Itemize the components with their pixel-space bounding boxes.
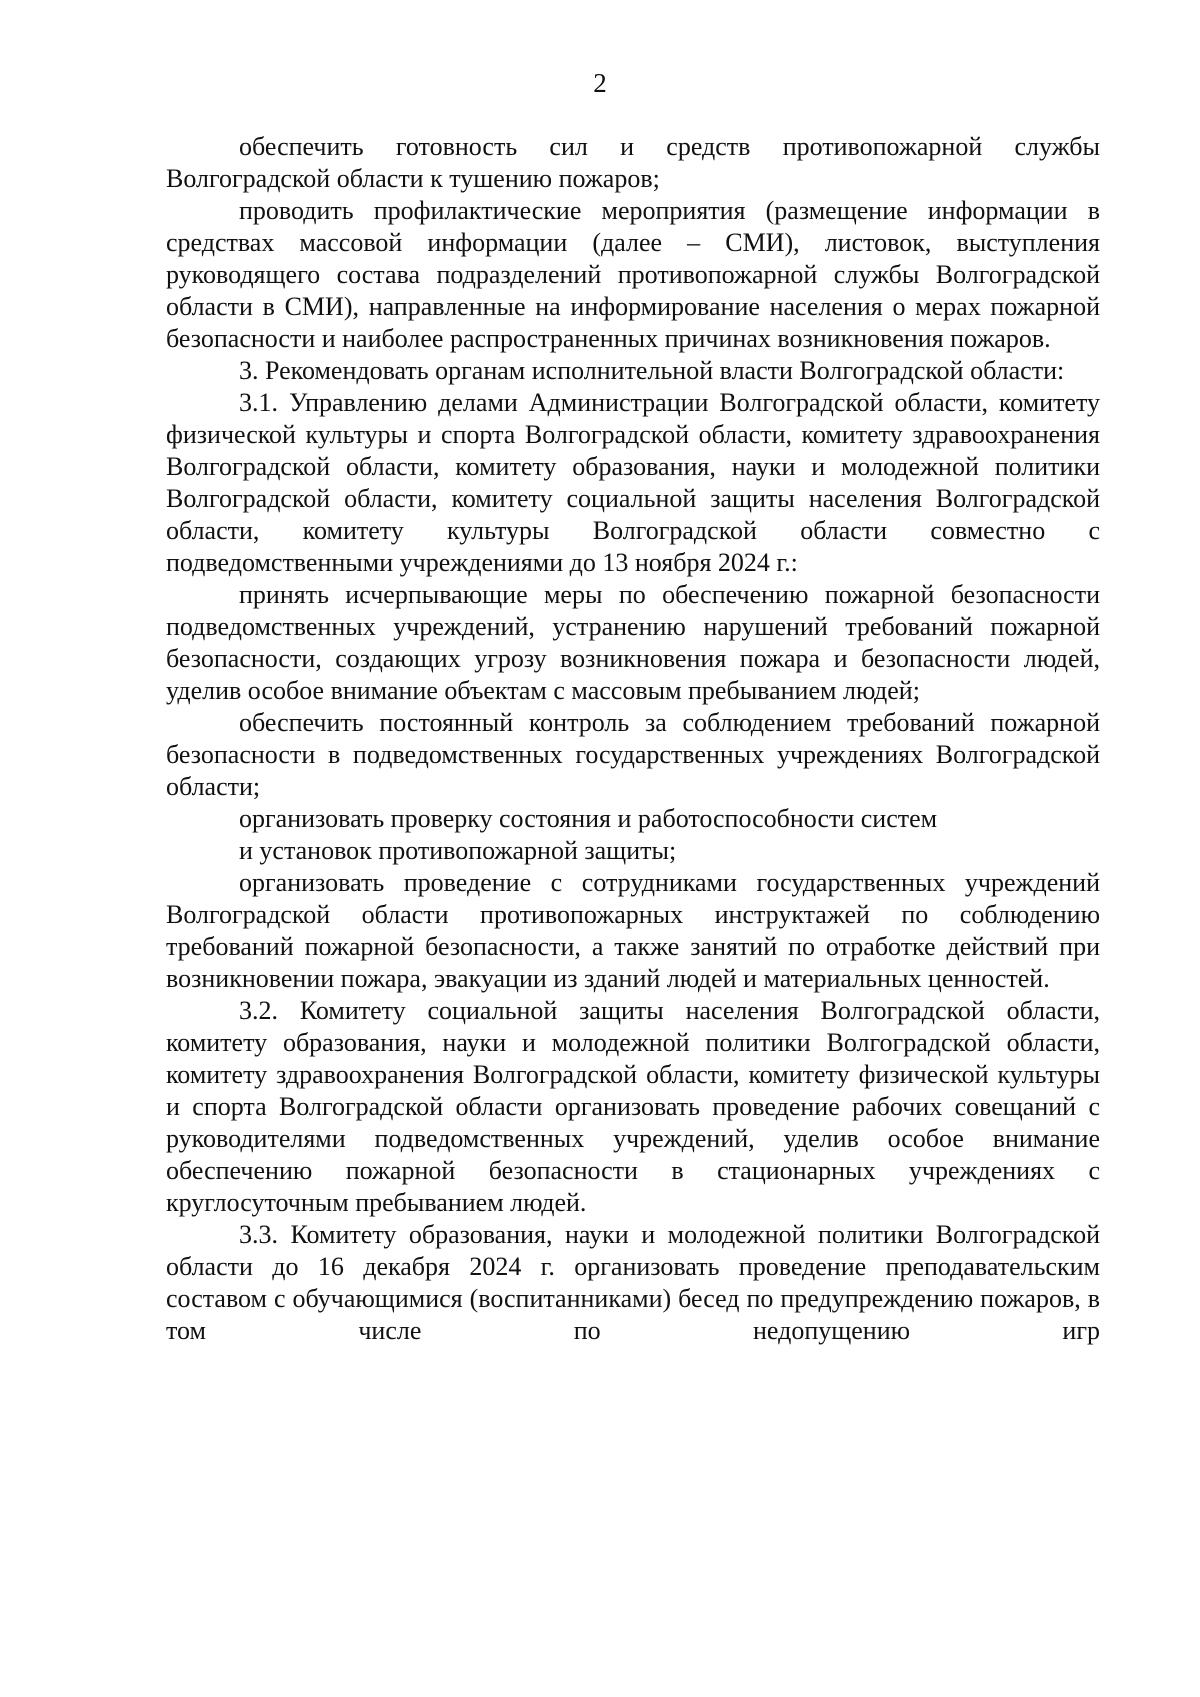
paragraph-constant-control: обеспечить постоянный контроль за соблюдением требований пожарной безопасности в подведомственных государственных учреждениях Волгоградской области; bbox=[166, 708, 1100, 801]
page-number: 2 bbox=[593, 68, 607, 98]
paragraph-inspection-line-2: и установок противопожарной защиты; bbox=[239, 836, 677, 865]
paragraph-item-3: 3. Рекомендовать органам исполнительной власти Волгоградской области: bbox=[239, 356, 1065, 385]
document-body bbox=[166, 131, 1100, 1347]
paragraph-item-3-2: 3.2. Комитету социальной защиты населения Волгоградской области, комитету образования, науки и молодежной политики Волгоградской области, комитету здравоохранения Волгоградской области, комитету физической культуры и спорта Волгоградской области организовать проведение рабочих совещаний с руководителями подведомственных учреждений, уделив особое внимание обеспечению пожарной безопасности в стационарных учреждениях с круглосуточным пребыванием людей. bbox=[166, 996, 1100, 1217]
paragraph-item-3-3: 3.3. Комитету образования, науки и молодежной политики Волгоградской области до 16 декабря 2024 г. организовать проведение преподавательским составом с обучающимися (воспитанниками) бесед по предупреждению пожаров, в том числе по недопущению игр bbox=[166, 1220, 1100, 1345]
paragraph-fire-readiness: обеспечить готовность сил и средств противопожарной службы Волгоградской области к тушению пожаров; bbox=[166, 132, 1100, 193]
paragraph-preventive-measures: проводить профилактические мероприятия (размещение информации в средствах массовой информации (далее – СМИ), листовок, выступления руководящего состава подразделений противопожарной службы Волгоградской области в СМИ), направленные на информирование населения о мерах пожарной безопасности и наиболее распространенных причинах возникновения пожаров. bbox=[166, 196, 1100, 353]
paragraph-exhaustive-measures: принять исчерпывающие меры по обеспечению пожарной безопасности подведомственных учреждений, устранению нарушений требований пожарной безопасности, создающих угрозу возникновения пожара и безопасности людей, уделив особое внимание объектам с массовым пребыванием людей; bbox=[166, 580, 1100, 705]
paragraph-briefings: организовать проведение с сотрудниками государственных учреждений Волгоградской области противопожарных инструктажей по соблюдению требований пожарной безопасности, а также занятий по отработке действий при возникновении пожара, эвакуации из зданий людей и материальных ценностей. bbox=[166, 868, 1100, 993]
paragraph-inspection-line-1: организовать проверку состояния и работоспособности систем bbox=[239, 804, 938, 833]
paragraph-item-3-1: 3.1. Управлению делами Администрации Волгоградской области, комитету физической культуры и спорта Волгоградской области, комитету здравоохранения Волгоградской области, комитету образования, науки и молодежной политики Волгоградской области, комитету социальной защиты населения Волгоградской области, комитету культуры Волгоградской области совместно с подведомственными учреждениями до 13 ноября 2024 г.: bbox=[166, 388, 1100, 577]
